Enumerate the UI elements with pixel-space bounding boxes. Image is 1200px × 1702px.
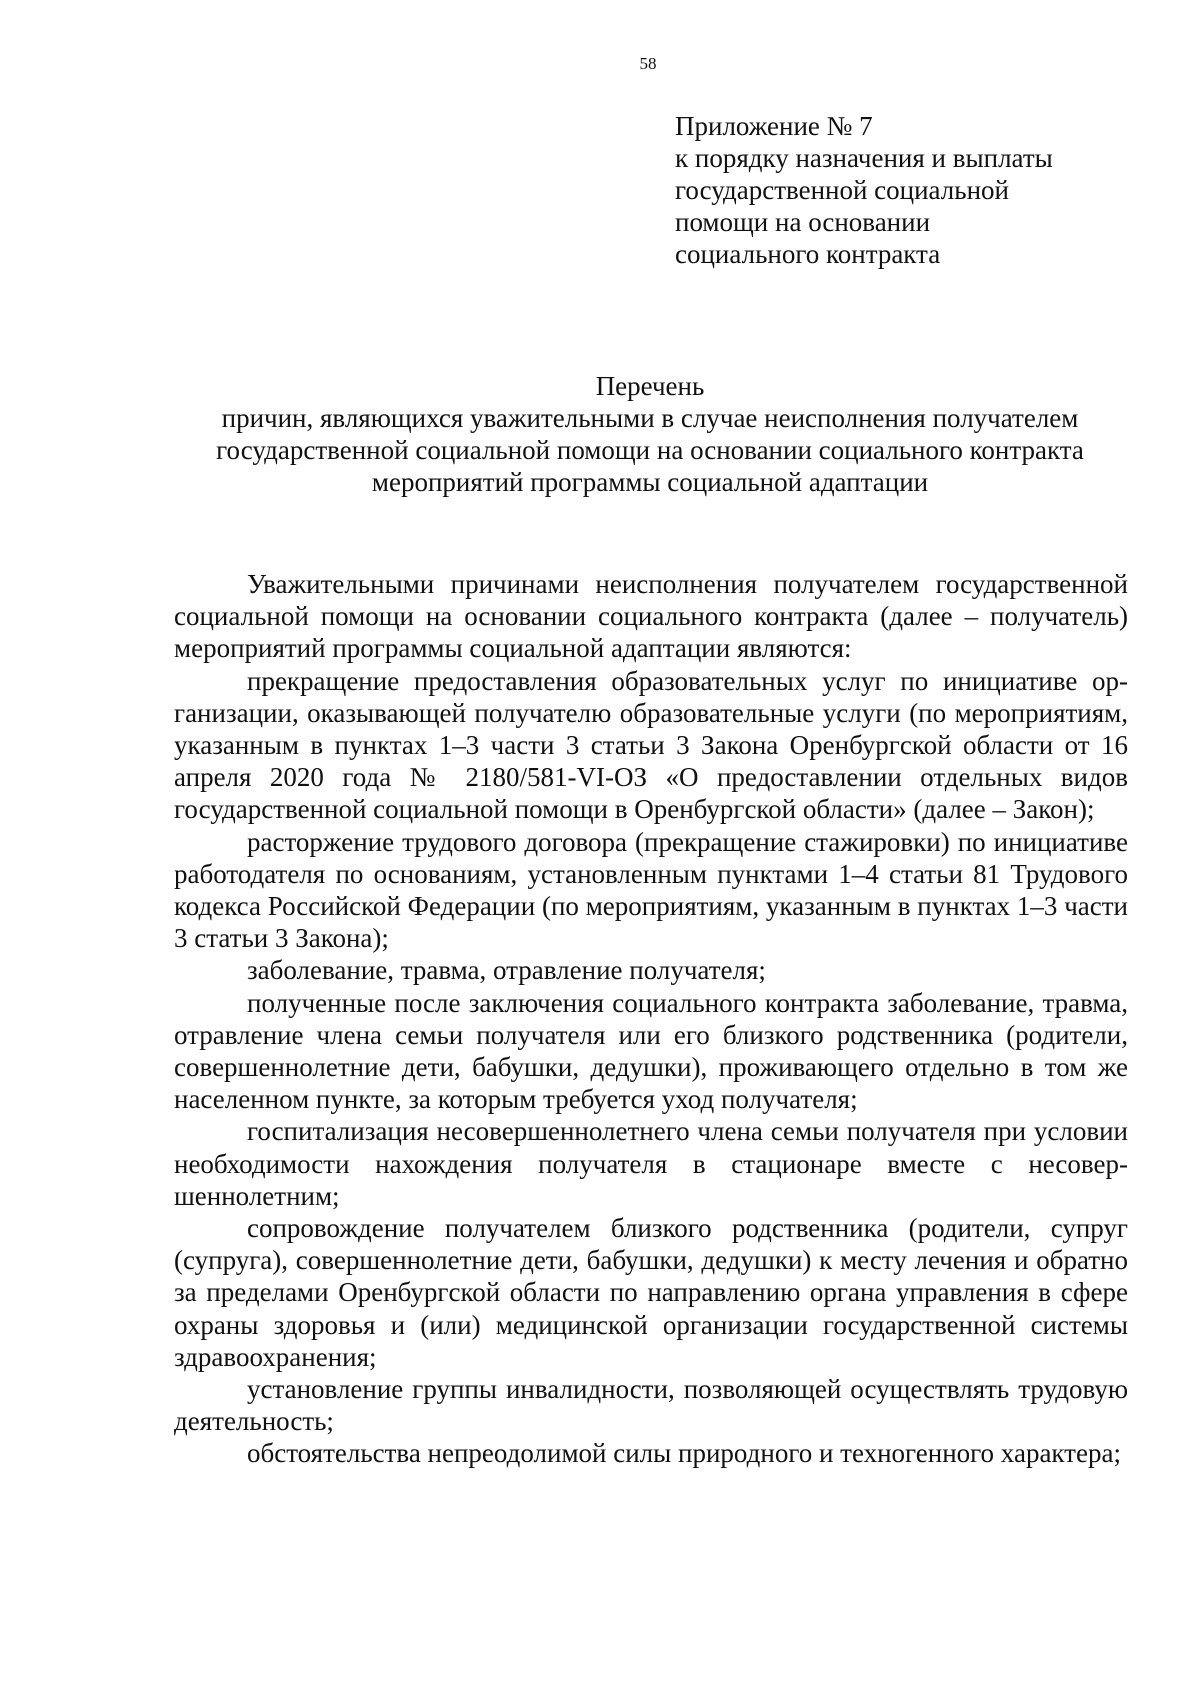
intro-paragraph: Уважительными причинами неисполнения получателем государственной социальной помощи на основании социального контракта (далее – получатель) мероприятий программы социальной адаптации являются: (174, 569, 1128, 664)
appendix-line: помощи на основании (675, 207, 931, 237)
page-number: 58 (639, 54, 657, 73)
reason-paragraph: полученные после заключения социального контракта заболевание, травма, отравление члена семьи получателя или его близкого родственника (родители, совершеннолетние дети, бабушки, дедушки), проживающего отдельно в том же населенном пункте, за которым требуется уход получателя; (174, 987, 1128, 1115)
reason-paragraph: прекращение предоставления образовательных услуг по инициативе организации, оказывающей получателю образовательные услуги (по мероприятиям, указанным в пунктах 1–3 части 3 статьи 3 Закона Оренбургской области от 16 апреля 2020 года № 2180/581-VI-ОЗ «О предоставлении отдельных видов государственной социальной помощи в Оренбургской области» (далее – Закон); (174, 665, 1128, 825)
appendix-line: государственной социальной (675, 175, 1009, 205)
title-line: мероприятий программы социальной адаптации (371, 467, 929, 497)
title-heading: Перечень (595, 371, 705, 401)
appendix-line: к порядку назначения и выплаты (675, 143, 1053, 173)
document-body (174, 568, 1128, 1470)
reason-paragraph: заболевание, травма, отравление получателя; (247, 955, 766, 986)
reason-paragraph: расторжение трудового договора (прекращение стажировки) по инициативе работодателя по основаниям, установленным пунктами 1–4 статьи 81 Трудового кодекса Российской Федерации (по мероприятиям, указанным в пунктах 1–3 части 3 статьи 3 Закона); (174, 826, 1128, 954)
appendix-line: социального контракта (675, 239, 941, 269)
document-title (150, 370, 1150, 498)
reason-paragraph: госпитализация несовершеннолетнего члена семьи получателя при условии необходимости нахождения получателя в стационаре вместе с несовершеннолетним; (174, 1116, 1128, 1211)
reason-paragraph: установление группы инвалидности, позволяющей осуществлять трудовую деятельность; (174, 1374, 1128, 1437)
reason-paragraph: обстоятельства непреодолимой силы природного и техногенного характера; (247, 1438, 1121, 1469)
appendix-header (675, 110, 1053, 270)
title-line: причин, являющихся уважительными в случае неисполнения получателем (221, 403, 1079, 433)
appendix-line: Приложение № 7 (675, 111, 873, 141)
title-line: государственной социальной помощи на основании социального контракта (216, 435, 1084, 465)
reason-paragraph: сопровождение получателем близкого родственника (родители, супруг (супруга), совершеннолетние дети, бабушки, дедушки) к месту лечения и обратно за пределами Оренбургской области по направлению органа управления в сфере охраны здоровья и (или) медицинской организации государственной системы здравоохранения; (174, 1213, 1128, 1372)
